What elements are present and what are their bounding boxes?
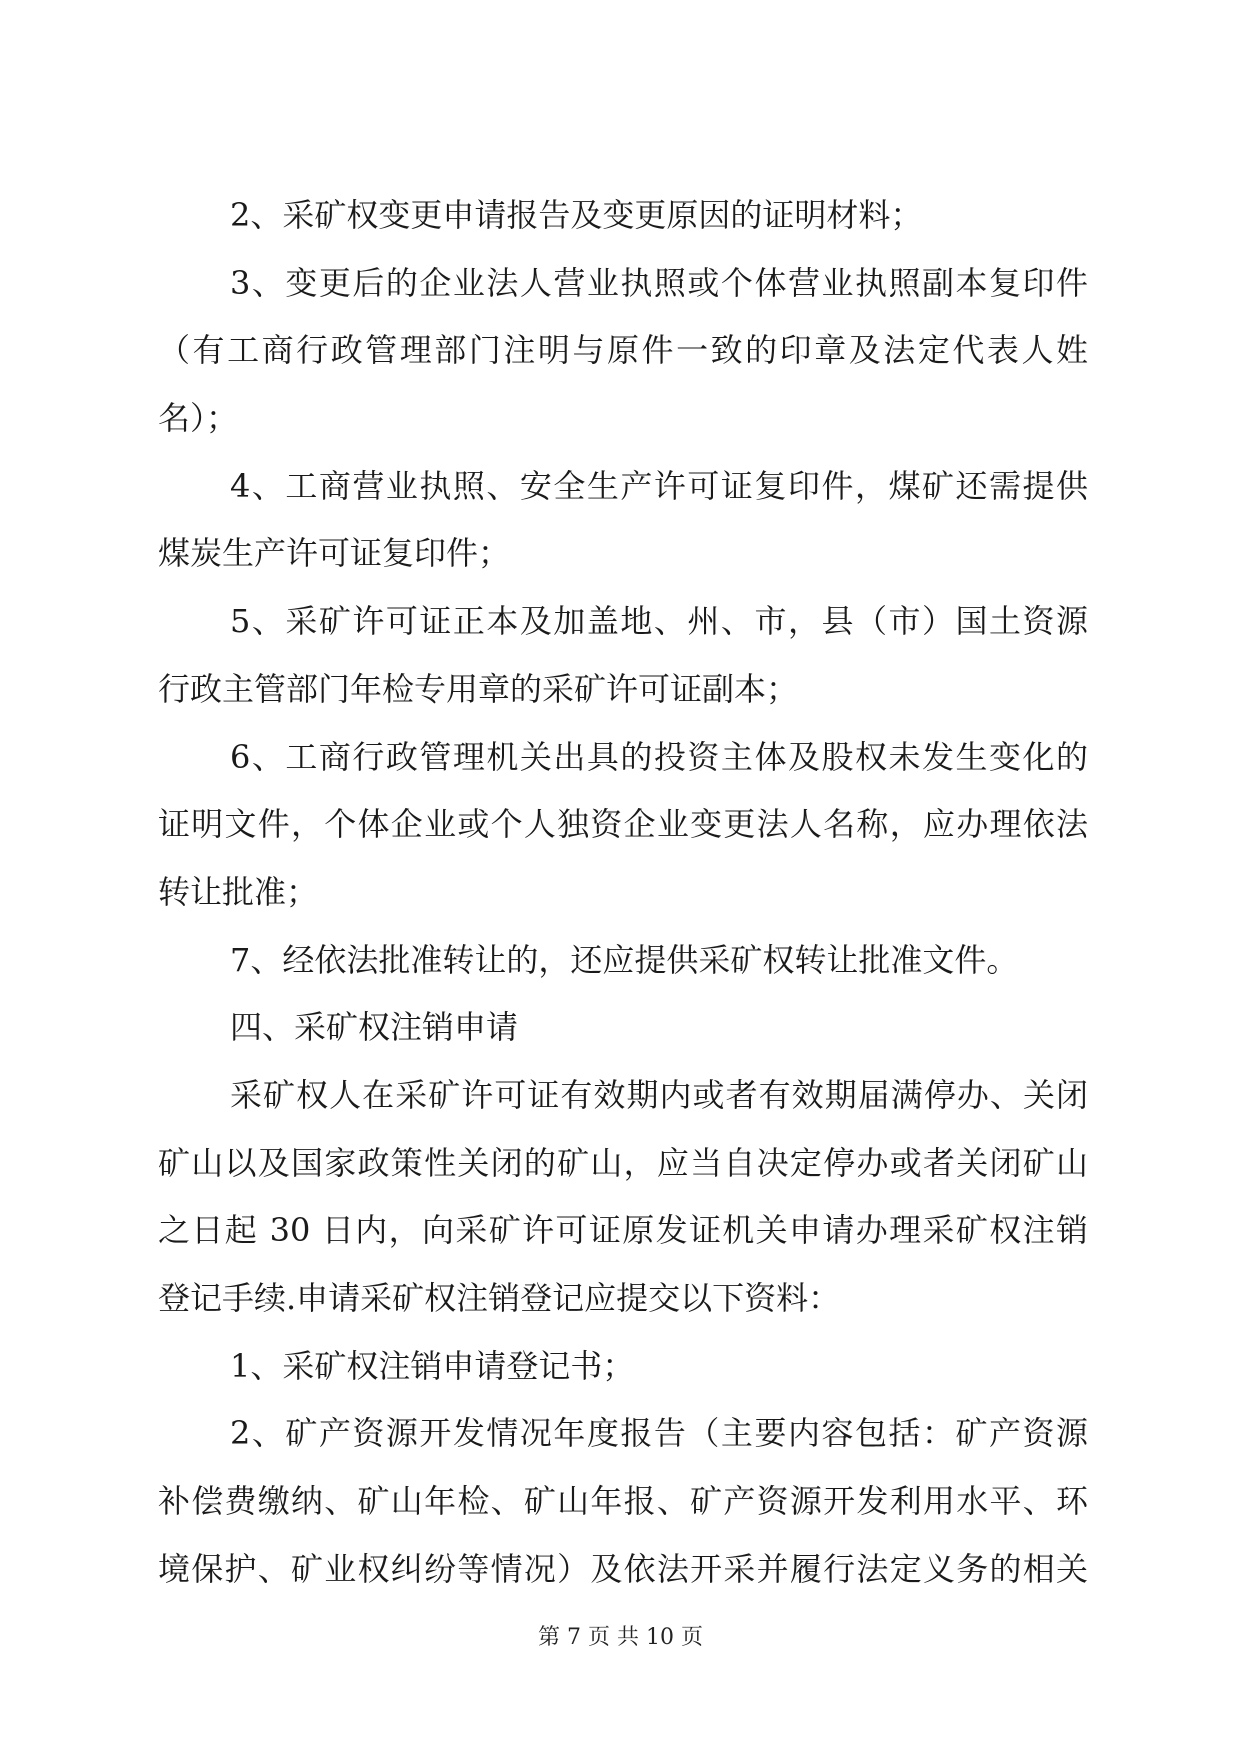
text-line: （有工商行政管理部门注明与原件一致的印章及法定代表人姓 [158, 331, 1088, 370]
text-line: 名）； [158, 399, 239, 438]
text-line: 行政主管部门年检专用章的采矿许可证副本； [158, 669, 799, 708]
text-line: 境保护、矿业权纠纷等情况）及依法开采并履行法定义务的相关 [158, 1549, 1088, 1588]
text-line: 2、矿产资源开发情况年度报告（主要内容包括：矿产资源 [230, 1414, 1088, 1453]
text-line: 证明文件，个体企业或个人独资企业变更法人名称，应办理依法 [158, 805, 1088, 844]
document-body [158, 195, 1088, 1616]
text-line: 3、变更后的企业法人营业执照或个体营业执照副本复印件 [230, 263, 1088, 302]
text-line: 转让批准； [158, 872, 319, 911]
text-line: 7、经依法批准转让的，还应提供采矿权转让批准文件。 [230, 940, 1019, 979]
section-heading: 四、采矿权注销申请 [230, 1008, 519, 1047]
text-line: 煤炭生产许可证复印件； [158, 534, 511, 573]
text-line: 4、工商营业执照、安全生产许可证复印件，煤矿还需提供 [230, 466, 1088, 505]
text-line: 之日起 30 日内，向采矿许可证原发证机关申请办理采矿权注销 [158, 1211, 1088, 1250]
text-line: 6、工商行政管理机关出具的投资主体及股权未发生变化的 [230, 737, 1088, 776]
text-line: 矿山以及国家政策性关闭的矿山，应当自决定停办或者关闭矿山 [158, 1143, 1088, 1182]
text-line: 2、采矿权变更申请报告及变更原因的证明材料； [230, 196, 923, 234]
text-line: 登记手续.申请采矿权注销登记应提交以下资料： [158, 1279, 841, 1317]
text-line: 补偿费缴纳、矿山年检、矿山年报、矿产资源开发利用水平、环 [158, 1482, 1088, 1521]
text-line: 采矿权人在采矿许可证有效期内或者有效期届满停办、关闭 [230, 1075, 1088, 1114]
page-number: 第 7 页 共 10 页 [538, 1625, 703, 1650]
text-line: 5、采矿许可证正本及加盖地、州、市，县（市）国土资源 [230, 602, 1088, 641]
text-line: 1、采矿权注销申请登记书； [230, 1346, 635, 1385]
